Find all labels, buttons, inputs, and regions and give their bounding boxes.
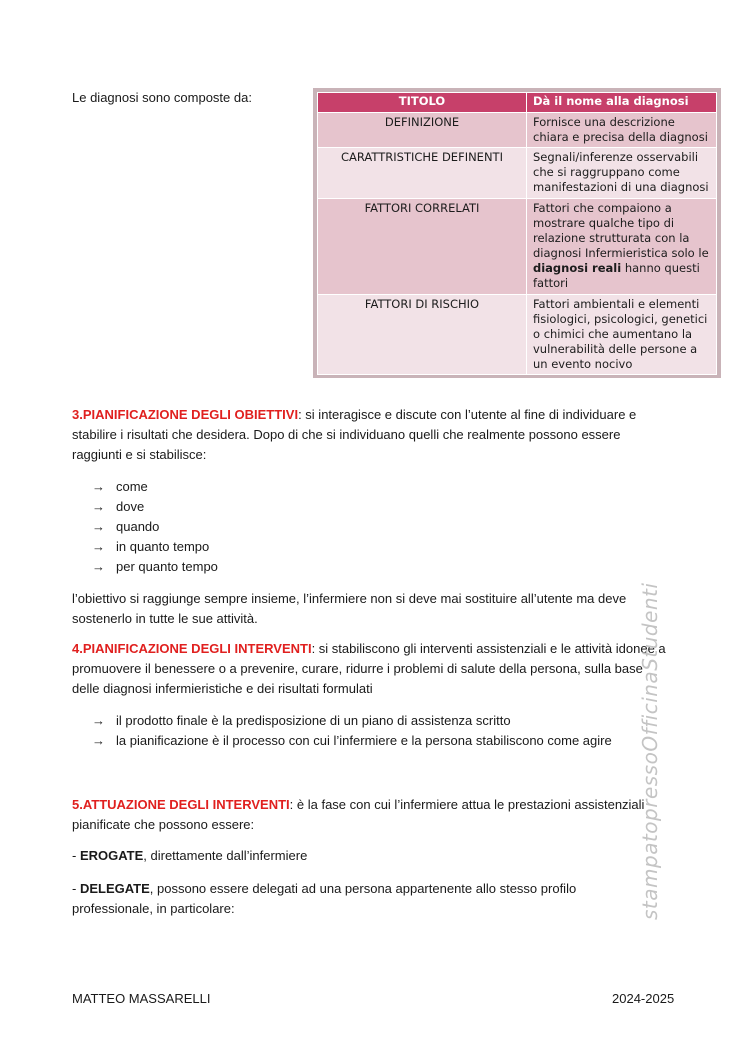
table-row: [318, 295, 717, 375]
section-4-title: PIANIFICAZIONE DEGLI INTERVENTI: [82, 641, 312, 656]
section-5-paragraph: [72, 795, 672, 835]
arrow-icon: →: [92, 559, 105, 574]
row-label: CARATTRISTICHE DEFINENTI: [318, 148, 527, 199]
section-4-paragraph: [72, 639, 672, 699]
arrow-icon: →: [92, 713, 105, 728]
row-description: Segnali/inferenze osservabili che si raggruppano come manifestazioni di una diagnosi: [527, 148, 717, 199]
list-item-text: il prodotto finale è la predisposizione di un piano di assistenza scritto: [116, 713, 511, 728]
section-5-item-delegate: [72, 879, 632, 919]
footer-author: MATTEO MASSARELLI: [72, 991, 211, 1006]
item-text: , direttamente dall’infermiere: [143, 848, 308, 863]
item-prefix: -: [72, 848, 80, 863]
table-header-cell: Dà il nome alla diagnosi: [527, 93, 717, 113]
section-4-body: : si stabiliscono gli interventi assistenziali e le attività idonee a promuovere il benessere o a prevenire, curare, ridurre i problemi di salute della persona, sulla base delle diagnosi infermieristiche e dei risultati formulati: [72, 641, 666, 696]
section-5-number: 5.: [72, 797, 83, 812]
section-4-bullet-list: [92, 711, 612, 751]
row-description-bold: diagnosi reali: [533, 261, 622, 275]
section-3-title: PIANIFICAZIONE DEGLI OBIETTIVI: [82, 407, 299, 422]
row-label: FATTORI CORRELATI: [318, 199, 527, 295]
row-label: FATTORI DI RISCHIO: [318, 295, 527, 375]
list-item: [92, 557, 218, 577]
watermark: stampatopressoOfficinaStudenti: [638, 582, 662, 920]
list-item: [92, 517, 218, 537]
row-description: Fattori ambientali e elementi fisiologici, psicologici, genetici o chimici che aumentano la vulnerabilità delle persone a un evento nocivo: [527, 295, 717, 375]
section-3-number: 3.: [72, 407, 83, 422]
list-item-text: la pianificazione è il processo con cui l’infermiere e la persona stabiliscono come agire: [116, 733, 612, 748]
section-3-body: : si interagisce e discute con l’utente al fine di individuare e stabilire i risultati che desidera. Dopo di che si individuano quelli che realmente possono essere raggiunti e si stabilisce:: [72, 407, 637, 462]
table-header-cell: TITOLO: [318, 93, 527, 113]
section-3-paragraph: [72, 405, 672, 465]
item-prefix: -: [72, 881, 80, 896]
diagnosis-components-table: [313, 88, 721, 378]
section-3-bullet-list: [92, 477, 218, 577]
list-item: [92, 497, 218, 517]
section-5-title: ATTUAZIONE DEGLI INTERVENTI: [82, 797, 290, 812]
row-description: Fornisce una descrizione chiara e precisa della diagnosi: [527, 113, 717, 148]
list-item-text: per quanto tempo: [116, 559, 218, 574]
row-description-part: hanno questi fattori: [533, 261, 700, 290]
row-description-part: Fattori che compaiono a mostrare qualche tipo di relazione strutturata con la diagnosi Infermieristica solo le: [533, 201, 709, 260]
arrow-icon: →: [92, 733, 105, 748]
arrow-icon: →: [92, 499, 105, 514]
section-5-body: : è la fase con cui l’infermiere attua le prestazioni assistenziali pianificate che possono essere:: [72, 797, 645, 832]
list-item-text: dove: [116, 499, 145, 514]
list-item-text: come: [116, 479, 148, 494]
arrow-icon: →: [92, 479, 105, 494]
list-item-text: in quanto tempo: [116, 539, 210, 554]
row-label: DEFINIZIONE: [318, 113, 527, 148]
section-3-closing: l’obiettivo si raggiunge sempre insieme, l’infermiere non si deve mai sostituire all’utente ma deve sostenerlo in tutte le sue attività.: [72, 591, 627, 626]
item-text: , possono essere delegati ad una persona appartenente allo stesso profilo professionale, in particolare:: [72, 881, 577, 916]
arrow-icon: →: [92, 519, 105, 534]
list-item-text: quando: [116, 519, 160, 534]
table-row: [318, 113, 717, 148]
row-description: [527, 199, 717, 295]
table-row: [318, 148, 717, 199]
intro-text: Le diagnosi sono composte da:: [72, 90, 252, 105]
section-4-number: 4.: [72, 641, 83, 656]
item-bold: EROGATE: [79, 848, 144, 863]
table-header-row: [318, 93, 717, 113]
item-bold: DELEGATE: [79, 881, 150, 896]
list-item: [92, 711, 612, 731]
list-item: [92, 477, 218, 497]
footer-year: 2024-2025: [612, 991, 675, 1006]
list-item: [92, 537, 218, 557]
arrow-icon: →: [92, 539, 105, 554]
table-row: [318, 199, 717, 295]
list-item: [92, 731, 612, 751]
section-5-item-erogate: [72, 846, 672, 866]
